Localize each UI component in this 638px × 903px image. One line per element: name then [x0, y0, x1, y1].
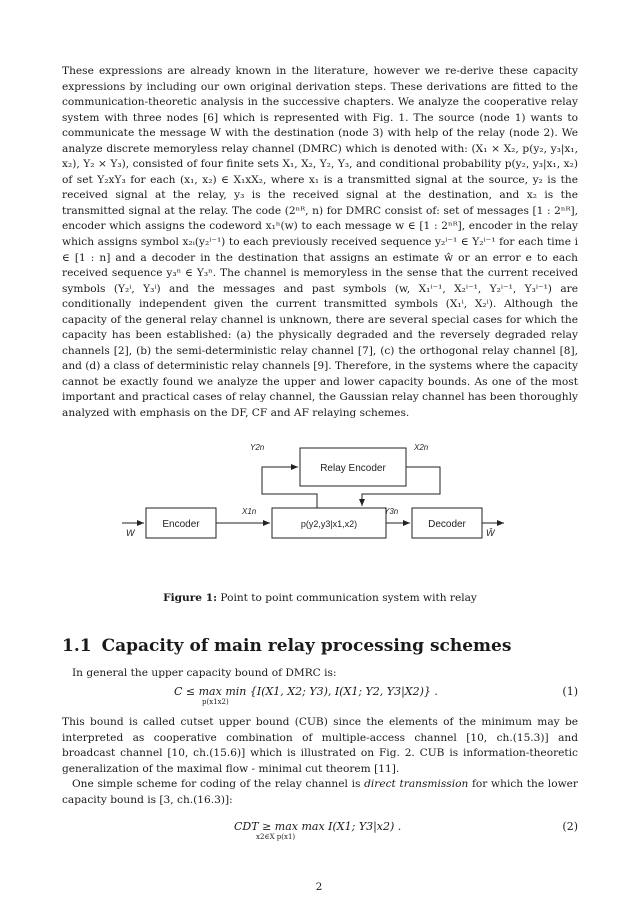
equation-1-body	[174, 685, 438, 706]
paragraph-3-em: direct transmission	[364, 778, 469, 791]
equation-2-under: x2∈X p(x1)	[256, 833, 296, 842]
relay-diagram	[62, 436, 578, 586]
equation-1-number: (1)	[562, 685, 578, 699]
signal-w-in: W	[126, 527, 135, 538]
paragraph-1: These expressions are already known in the literature, however we re-derive these capacity expressions by including our own original derivation steps. These derivations are fitted to the communication-theoretic analysis in the successive chapters. We analyze the cooperative relay system with three nodes [6] which is represented with Fig. 1. The source (node 1) wants to communicate the message W with the destination (node 3) with help of the relay (node 2). We analyze discrete memoryless relay channel (DMRC) which is denoted with: (X₁ × X₂, p(y₂, y₃|x₁, x₂), Y₂ × Y₃), consisted of four finite sets X₁, X₂, Y₂, Y₃, and conditional probability p(y₂, y₃|x₁, x₂) of set Y₂xY₃ for each (x₁, x₂) ∈ X₁xX₂, where x₁ is a transmitted signal at the source, y₂ is the received signal at the relay, y₃ is the received signal at the destination, and x₂ is the transmitted signal at the relay. The code (2ⁿᴿ, n) for DMRC consist of: set of messages [1 : 2ⁿᴿ], encoder which assigns the codeword x₁ⁿ(w) to each message w ∈ [1 : 2ⁿᴿ], encoder in the relay which assigns symbol x₂ᵢ(y₂ⁱ⁻¹) to each previously received sequence y₂ⁱ⁻¹ ∈ Y₂ⁱ⁻¹ for each time i ∈ [1 : n] and a decoder in the destination that assigns an estimate ŵ or an error e to each received sequence y₃ⁿ ∈ Y₃ⁿ. The channel is memoryless in the sense that the current received symbols (Y₂ⁱ, Y₃ⁱ) and the messages and past symbols (w, X₁ⁱ⁻¹, X₂ⁱ⁻¹, Y₂ⁱ⁻¹, Y₃ⁱ⁻¹) are conditionally independent given the current transmitted symbols (X₁ⁱ, X₂ⁱ). Although the capacity of the general relay channel is unknown, there are several special cases for which the capacity has been established: (a) the physically degraded and the reversely degraded relay channels [2], (b) the semi-deterministic relay channel [7], (c) the orthogonal relay channel [8], and (d) a class of deterministic relay channels [9]. Therefore, in the systems where the capacity cannot be exactly found we analyze the upper and lower capacity bounds. As one of the most important and practical cases of relay channel, the Gaussian relay channel has been thoroughly analyzed with emphasis on the DF, CF and AF relaying schemes.	[62, 65, 579, 420]
channel-label: p(y2,y3|x1,x2)	[300, 518, 358, 529]
figure-caption	[62, 592, 578, 604]
figure-1	[62, 436, 578, 586]
equation-1-under: p(x1x2)	[202, 698, 229, 707]
page-content	[62, 64, 578, 850]
paragraph-3-pre: One simple scheme for coding of the relay channel is	[72, 778, 365, 791]
signal-y2: Y2n	[250, 442, 265, 452]
equation-1-expr: C ≤ max min {I(X1, X2; Y3), I(X1; Y2, Y3|X2)} .	[174, 685, 438, 699]
encoder-label: Encoder	[162, 518, 200, 530]
equation-2	[62, 816, 578, 850]
signal-x2: X2n	[414, 442, 429, 452]
signal-x1: X1n	[242, 506, 257, 516]
decoder-label: Decoder	[428, 518, 466, 530]
figure-caption-text: Point to point communication system with relay	[220, 591, 477, 604]
equation-1	[62, 681, 578, 715]
figure-caption-label: Figure 1:	[163, 591, 218, 604]
paragraph-3-post: for which the lower capacity bound is [3, ch.(16.3)]:	[62, 778, 579, 806]
section-title: Capacity of main relay processing schemes	[101, 635, 512, 656]
paragraph-2: This bound is called cutset upper bound (CUB) since the elements of the minimum may be interpreted as cooperative combination of multiple-access channel [10, ch.(15.3)] and broadcast channel [10, ch.(15.6)] which is illustrated on Fig. 2. CUB is information-theoretic generalization of the maximal flow - minimal cut theorem [11].	[62, 716, 578, 775]
equation-2-expr: CDT ≥ max max I(X1; Y3|x2) .	[234, 820, 402, 834]
relay-encoder-label: Relay Encoder	[320, 462, 386, 474]
page-number: 2	[315, 881, 323, 893]
section-heading	[62, 636, 578, 656]
equation-2-body	[234, 820, 401, 841]
equation-2-number: (2)	[562, 820, 578, 834]
signal-y3: Y3n	[384, 506, 399, 516]
paragraph-3	[62, 777, 578, 808]
signal-w-out: Ŵ	[486, 527, 495, 538]
intro-text: In general the upper capacity bound of DMRC is:	[72, 666, 337, 679]
section-number: 1.1	[62, 635, 92, 656]
